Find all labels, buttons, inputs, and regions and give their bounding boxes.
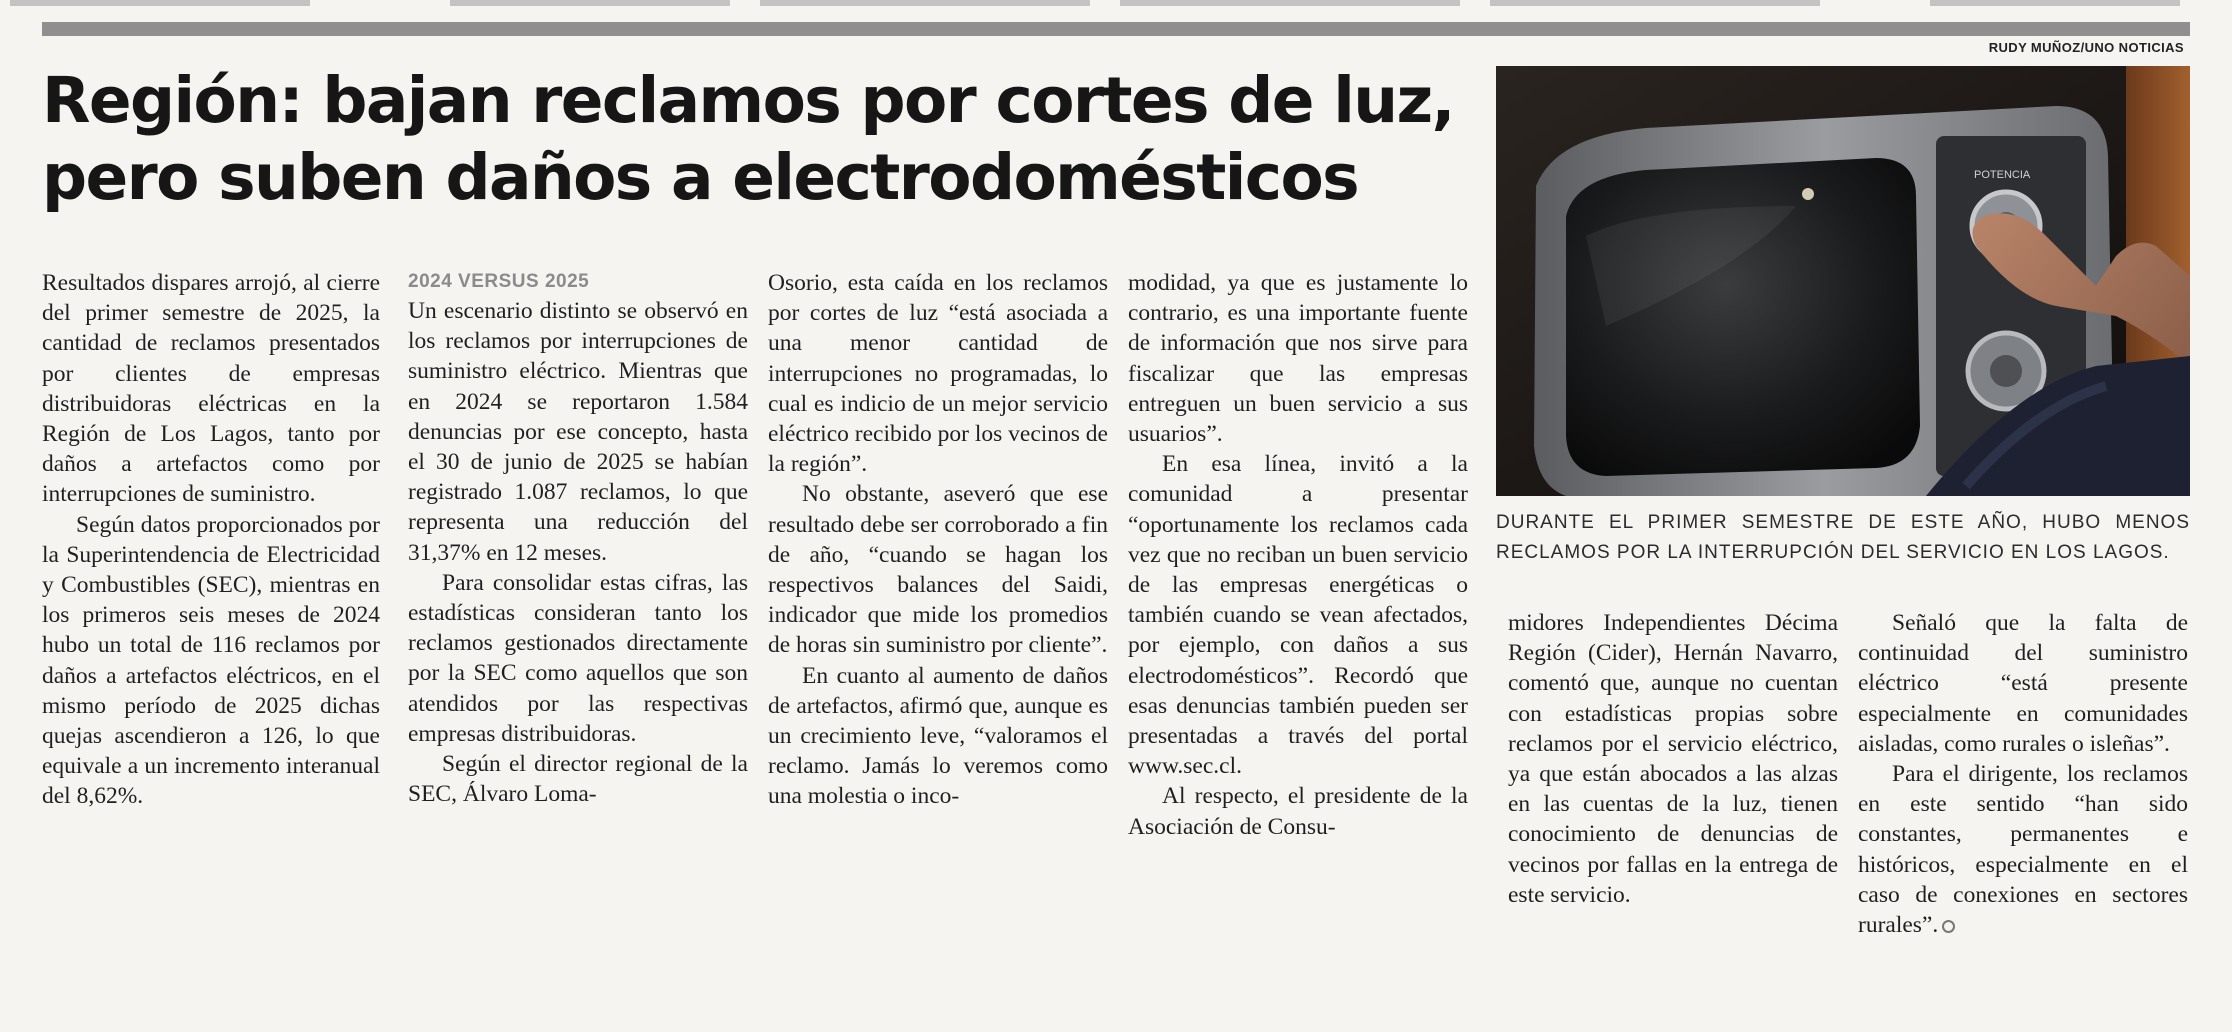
microwave-photo-illustration [1496, 66, 2190, 496]
photo-credit: RUDY MUÑOZ/UNO NOTICIAS [1988, 40, 2184, 55]
article-column-3 [768, 268, 1108, 812]
article-column-6 [1858, 608, 2188, 940]
paragraph: Para consolidar estas cifras, las estadísticas consideran tanto los reclamos gestionados directamente por la SEC como aquellos que son atendidos por las respectivas empresas distribuidoras. [408, 569, 748, 747]
paragraph: Osorio, esta caída en los reclamos por cortes de luz “está asociada a una menor cantidad de interrupciones no programadas, lo cual es indicio de un mejor servicio eléctrico recibido por los vecinos de la región”. [768, 270, 1108, 478]
headline: Región: bajan reclamos por cortes de luz, pero suben daños a electrodomésticos [42, 64, 1454, 214]
photo-caption [1496, 508, 2190, 568]
paragraph: Resultados dispares arrojó, al cierre del primer semestre de 2025, la cantidad de reclamos presentados por clientes de empresas distribuidoras eléctricas en la Región de Los Lagos, tanto por daños a artefactos como por interrupciones de suministro. [42, 270, 380, 508]
caption-text: DURANTE EL PRIMER SEMESTRE DE ESTE AÑO, HUBO MENOS RECLAMOS POR LA INTERRUPCIÓN DEL SERVICIO EN LOS LAGOS. [1496, 512, 2190, 563]
article-column-2 [408, 268, 748, 809]
end-of-article-icon [1942, 920, 1955, 933]
paragraph: Al respecto, el presidente de la Asociación de Consu- [1128, 783, 1468, 840]
paragraph: Según datos proporcionados por la Superintendencia de Electricidad y Combustibles (SEC), mientras en los primeros seis meses de 2024 hubo un total de 116 reclamos por daños a artefactos eléctricos, en el mismo período de 2025 dichas quejas ascendieron a 126, lo que equivale a un incremento interanual del 8,62%. [42, 511, 380, 810]
article-column-5 [1508, 608, 1838, 910]
article-photo [1496, 66, 2190, 496]
paragraph: En cuanto al aumento de daños de artefactos, afirmó que, aunque es un crecimiento leve, “valoramos el reclamo. Jamás lo veremos como una molestia o inco- [768, 662, 1108, 810]
paragraph: Según el director regional de la SEC, Álvaro Loma- [408, 751, 748, 808]
article-column-4 [1128, 268, 1468, 842]
article-column-1 [42, 268, 380, 812]
paragraph [1858, 759, 2188, 940]
subheading: 2024 VERSUS 2025 [408, 271, 590, 292]
cropped-previous-text [0, 0, 2232, 8]
paragraph: No obstante, aseveró que ese resultado debe ser corroborado a fin de año, “cuando se hagan los respectivos balances del Saidi, indicador que mide los promedios de horas sin suministro por cliente”. [768, 481, 1108, 659]
paragraph: modidad, ya que es justamente lo contrario, es una importante fuente de información que nos sirve para fiscalizar que las empresas entreguen un buen servicio a sus usuarios”. [1128, 270, 1468, 448]
paragraph: Un escenario distinto se observó en los reclamos por interrupciones de suministro eléctrico. Mientras que en 2024 se reportaron 1.584 denuncias por ese concepto, hasta el 30 de junio de 2025 se habían registrado 1.087 reclamos, lo que representa una reducción del 31,37% en 12 meses. [408, 298, 748, 566]
paragraph: En esa línea, invitó a la comunidad a presentar “oportunamente los reclamos cada vez que no reciban un buen servicio de las empresas energéticas o también cuando se vean afectados, por ejemplo, con daños a sus electrodomésticos”. Recordó que esas denuncias también pueden ser presentadas a través del portal www.sec.cl. [1128, 451, 1468, 780]
section-rule [42, 22, 2190, 36]
paragraph-text: Para el dirigente, los reclamos en este sentido “han sido constantes, permanentes e históricos, especialmente en el caso de conexiones en sectores rurales”. [1858, 761, 2188, 939]
paragraph: Señaló que la falta de continuidad del suministro eléctrico “está presente especialmente en comunidades aisladas, como rurales o isleñas”. [1858, 610, 2188, 757]
panel-label: POTENCIA [1974, 169, 2031, 181]
paragraph: midores Independientes Décima Región (Cider), Hernán Navarro, comentó que, aunque no cuentan con estadísticas propias sobre reclamos por el servicio eléctrico, ya que están abocados a las alzas en las cuentas de la luz, tienen conocimiento de denuncias de vecinos por fallas en la entrega de este servicio. [1508, 610, 1838, 908]
